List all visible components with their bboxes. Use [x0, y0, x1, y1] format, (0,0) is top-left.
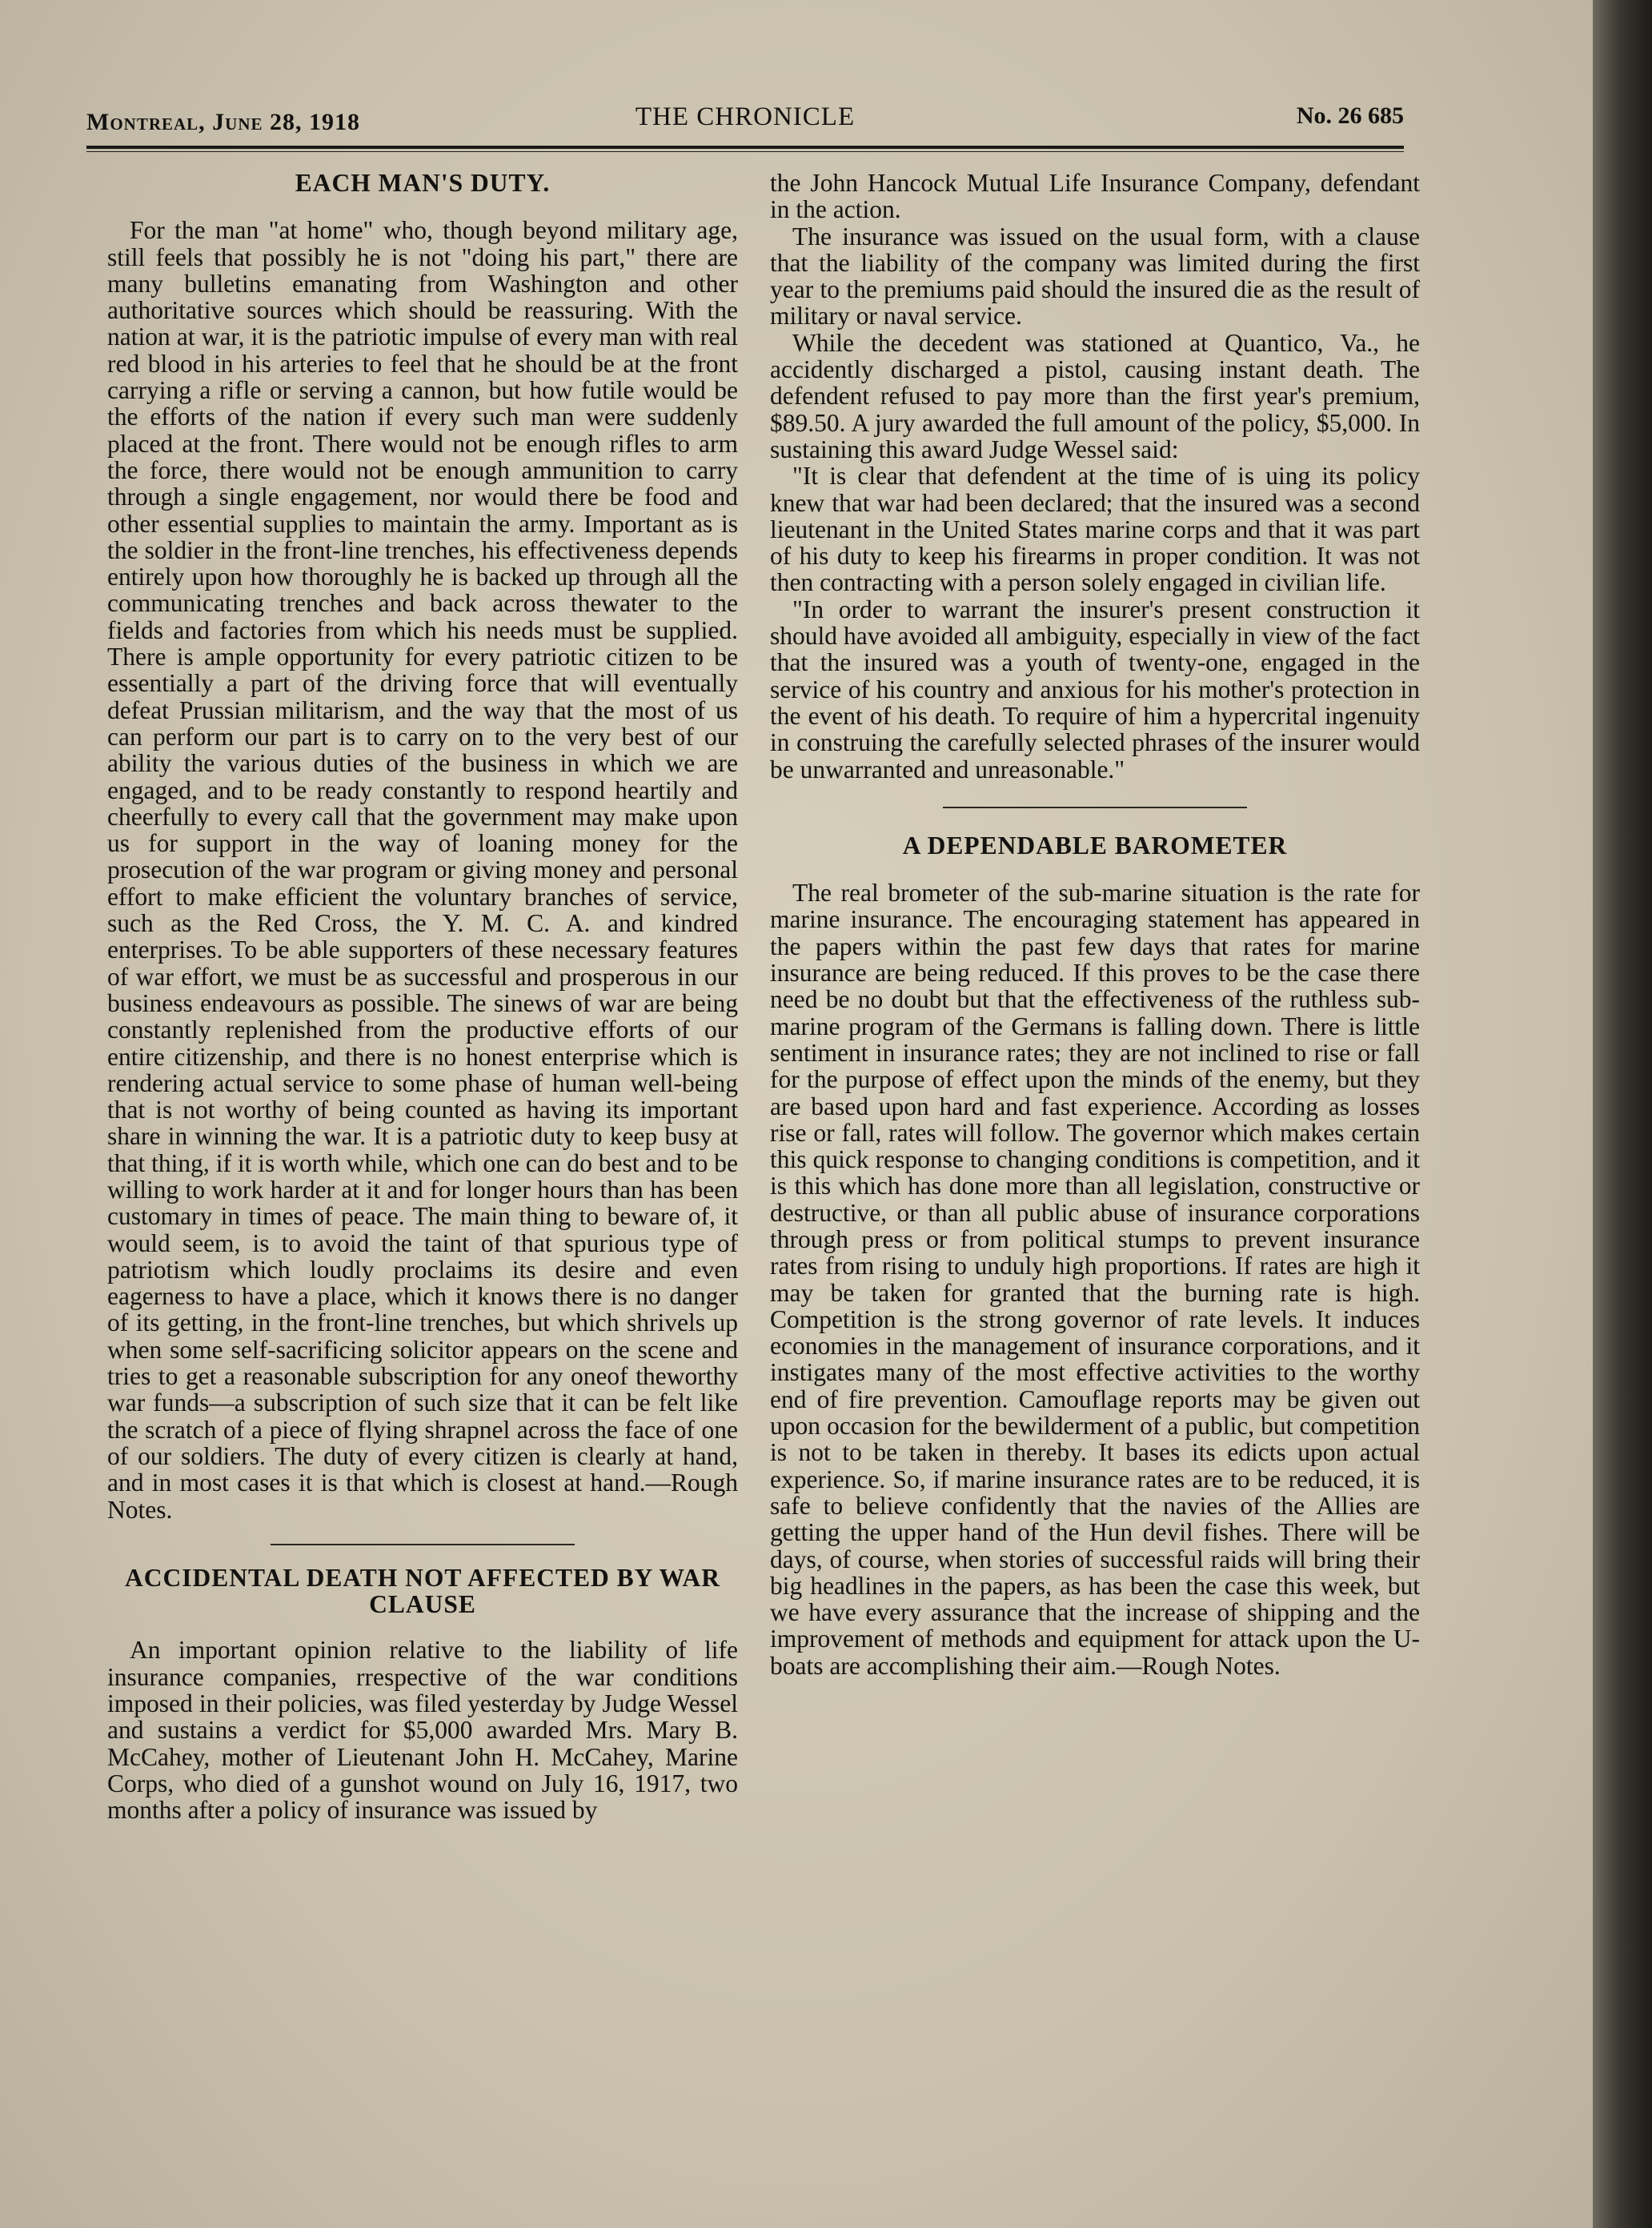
- article-paragraph-accidental-death: the John Hancock Mutual Life Insurance Company, defendant in the action.: [770, 169, 1420, 224]
- header-publication-title: THE CHRONICLE: [635, 102, 856, 131]
- article-paragraph-accidental-death: The insurance was issued on the usual form, with a clause that the liability of the company was limited during the first year to the premiums paid should the insured die as the result of military or naval service.: [770, 222, 1420, 331]
- article-title-accidental-death: ACCIDENTAL DEATH NOT AFFECTED BY WAR CLAUSE: [125, 1563, 720, 1619]
- article-quote-accidental-death: "It is clear that defendent at the time of is uing its policy knew that war had been declared; that the insured was a second lieutenant in the United States marine corps and that it was part of his duty to keep his firearms in proper condition. It was not then contracting with a person solely engaged in civilian life.: [770, 462, 1420, 597]
- article-quote-accidental-death: "In order to warrant the insurer's present construction it should have avoided all ambiguity, especially in view of the fact that the insured was a youth of twenty-one, engaged in the service of his country and anxious for his mother's protection in the event of his death. To require of him a hypercrital ingenuity in construing the carefully selected phrases of the insurer would be unwarranted and unreasonable.": [770, 595, 1420, 783]
- header-dateline: Montreal, June 28, 1918: [86, 109, 361, 135]
- article-body-barometer: The real brometer of the sub-marine situation is the rate for marine insurance. The encouraging statement has appeared in the papers within the past few days that rates for marine insurance are being reduced. If this proves to be the case there need be no doubt but that the effectiveness of the ruthless sub-marine program of the Germans is falling down. There is little sentiment in insurance rates; they are not inclined to rise or fall for the purpose of effect upon the minds of the enemy, but they are based upon hard and fast experience. According as losses rise or fall, rates will follow. The governor which makes certain this quick response to changing conditions is competition, and it is this which has done more than all legislation, constructive or destructive, or than all public abuse of insurance corporations through press or from political stumps to prevent insurance rates from rising to unduly high proportions. If rates are high it may be taken for granted that the burning rate is high. Competition is the strong governor of rate levels. It induces economies in the management of insurance corporations, and it instigates many of the most effective activities to the worthy end of fire prevention. Camouflage reports may be given out upon occasion for the bewilderment of a public, but competition is not to be taken in thereby. It bases its edicts upon actual experience. So, if marine insurance rates are to be reduced, it is safe to believe confidently that the navies of the Allies are getting the upper hand of the Hun devil fishes. There will be days, of course, when stories of successful raids will bring their big headlines in the papers, as has been the case this week, but we have every assurance that the increase of shipping and the improvement of methods and equipment for attack upon the U-boats are accomplishing their aim.—Rough Notes.: [770, 879, 1420, 1680]
- book-binding-edge: [1593, 0, 1652, 2228]
- article-paragraph-accidental-death: While the decedent was stationed at Quantico, Va., he accidently discharged a pistol, causing instant death. The defendent refused to pay more than the first year's premium, $89.50. A jury awarded the full amount of the policy, $5,000. In sustaining this award Judge Wessel said:: [770, 328, 1420, 463]
- header-issue-page: No. 26 685: [1296, 102, 1404, 129]
- page-header: [86, 102, 1404, 138]
- section-divider: [271, 1544, 575, 1545]
- header-rule: [86, 146, 1404, 152]
- article-title-each-mans-duty: EACH MAN'S DUTY.: [295, 169, 551, 197]
- right-column: [770, 170, 1420, 1679]
- article-body-each-mans-duty: For the man "at home" who, though beyond military age, still feels that possibly he is not "doing his part," there are many bulletins emanating from Washington and other authoritative sources which should be reassuring. With the nation at war, it is the patriotic impulse of every man with real red blood in his arteries to feel that he should be at the front carrying a rifle or serving a cannon, but how futile would be the efforts of the nation if every such man were suddenly placed at the front. There would not be enough rifles to arm the force, there would not be enough ammunition to carry through a single engagement, nor would there be food and other essential supplies to maintain the army. Important as is the soldier in the front-line trenches, his effectiveness depends entirely upon how thoroughly he is backed up through all the communicating trenches and back across thewater to the fields and factories from which his needs must be supplied. There is ample opportunity for every patriotic citizen to be essentially a part of the driving force that will eventually defeat Prussian militarism, and the way that the most of us can perform our part is to carry on to the very best of our ability the various duties of the business in which we are engaged, and to be ready constantly to respond heartily and cheerfully to every call that the government may make upon us for support in the way of loaning money for the prosecution of the war program or giving money and personal effort to make efficient the voluntary branches of service, such as the Red Cross, the Y. M. C. A. and kindred enterprises. To be able supporters of these necessary features of war effort, we must be as successful and prosperous in our business endeavours as possible. The sinews of war are being constantly replenished from the productive efforts of our entire citizenship, and there is no honest enterprise which is rendering actual service to some phase of human well-being that is not worthy of being counted as having its important share in winning the war. It is a patriotic duty to keep busy at that thing, if it is worth while, which one can do best and to be willing to work harder at it and for longer hours than has been customary in times of peace. The main thing to beware of, it would seem, is to avoid the taint of that spurious type of patriotism which loudly proclaims its desire and even eagerness to have a place, which it knows there is no danger of its getting, in the front-line trenches, but which shrivels up when some self-sacrificing solicitor appears on the scene and tries to get a reasonable subscription for any oneof theworthy war funds—a subscription of such size that it can be felt like the scratch of a piece of flying shrapnel across the face of one of our soldiers. The duty of every citizen is clearly at hand, and in most cases it is that which is closest at hand.—Rough Notes.: [107, 216, 738, 1524]
- article-paragraph-accidental-death: An important opinion relative to the liability of life insurance companies, rrespective of the war conditions imposed in their policies, was filed yesterday by Judge Wessel and sustains a verdict for $5,000 awarded Mrs. Mary B. McCahey, mother of Lieutenant John H. McCahey, Marine Corps, who died of a gunshot wound on July 16, 1917, two months after a policy of insurance was issued by: [107, 1636, 738, 1825]
- section-divider: [943, 807, 1247, 808]
- article-title-barometer: A DEPENDABLE BAROMETER: [902, 831, 1288, 860]
- left-column: [107, 170, 738, 1824]
